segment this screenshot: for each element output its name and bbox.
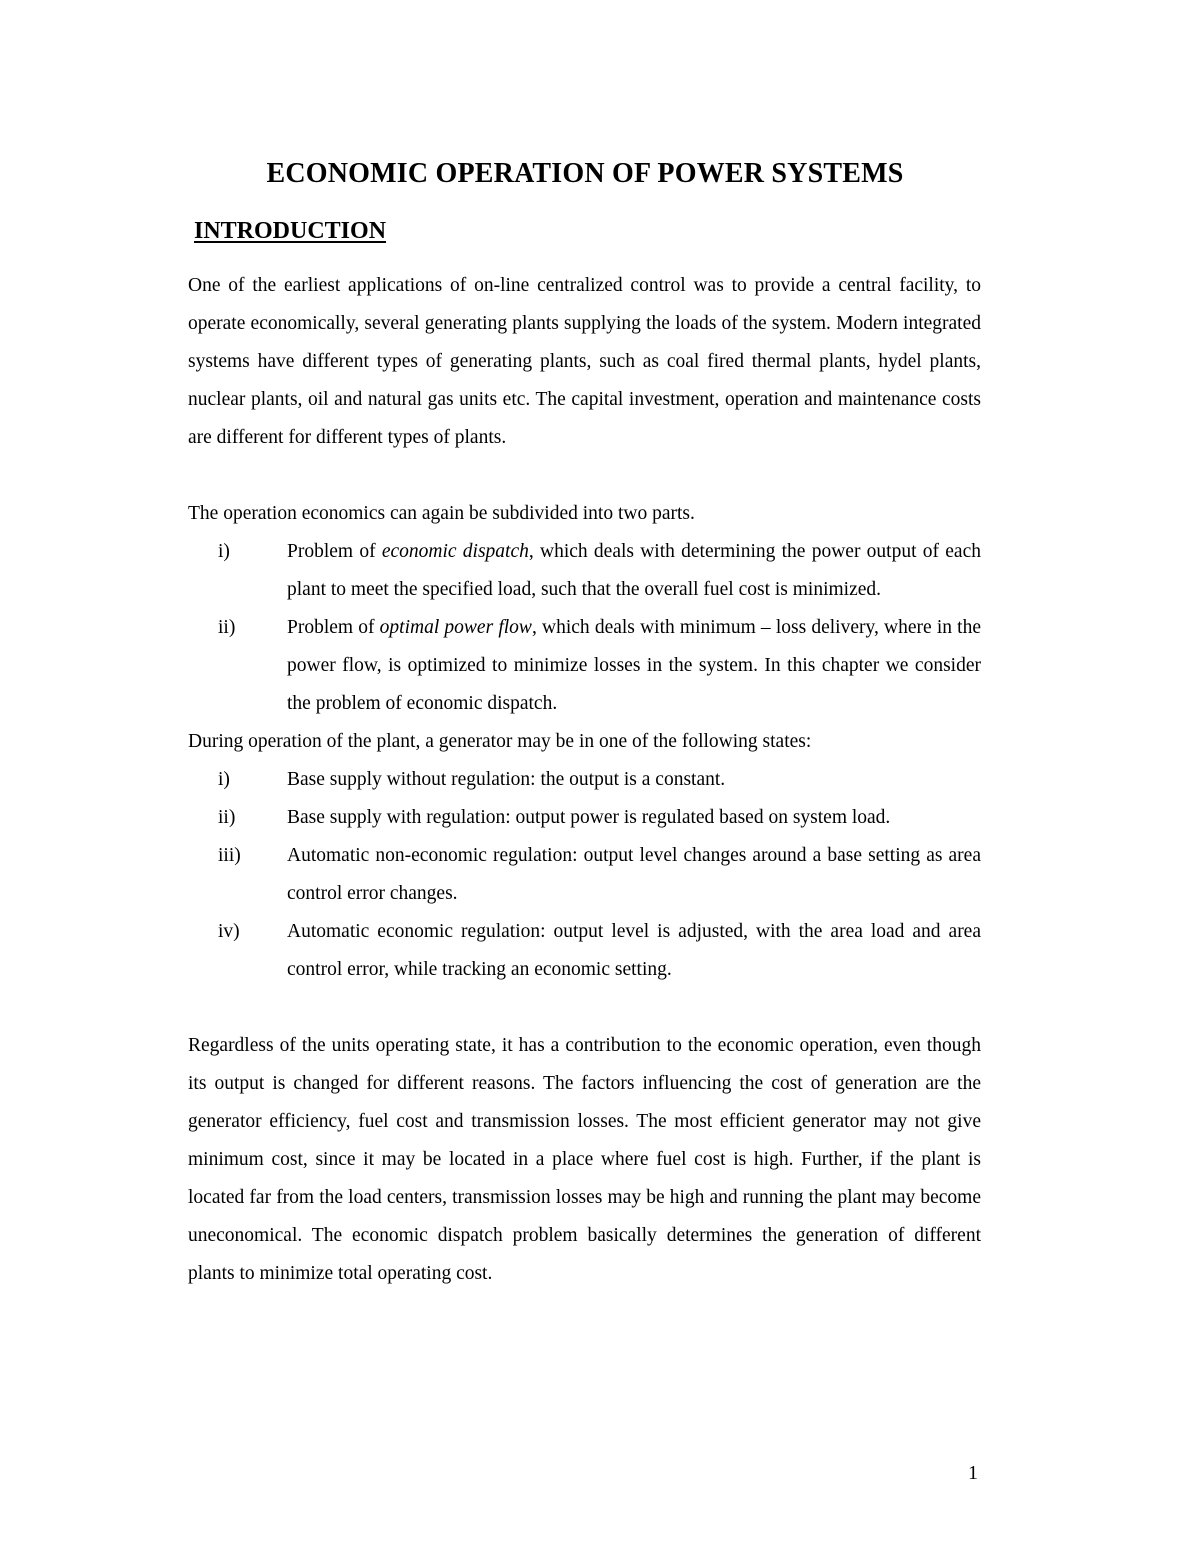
body-content — [188, 267, 981, 1293]
list-item-text: Automatic economic regulation: output level is adjusted, with the area load and area control error, while tracking an economic setting. — [287, 921, 981, 980]
list-item-prefix: Problem of — [287, 541, 382, 562]
paragraph-operation-economics: The operation economics can again be subdivided into two parts. — [188, 503, 695, 524]
paragraph-generator-states: During operation of the plant, a generator may be in one of the following states: — [188, 731, 812, 752]
list-item-text — [287, 609, 981, 723]
states-list — [188, 761, 981, 989]
list-item — [188, 837, 981, 913]
list-item — [188, 761, 981, 799]
list-marker: ii) — [218, 807, 236, 828]
list-item — [188, 533, 981, 609]
page-title-text: ECONOMIC OPERATION OF POWER SYSTEMS — [266, 158, 904, 189]
paragraph-intro: One of the earliest applications of on-line centralized control was to provide a central facility, to operate economically, several generating plants supplying the loads of the system. Modern integrated systems have different types of generating plants, such as coal fired thermal plants, hydel plants, nuclear plants, oil and natural gas units etc. The capital investment, operation and maintenance costs are different for different types of plants. — [188, 275, 981, 448]
list-item — [188, 913, 981, 989]
list-item-text: Base supply without regulation: the output is a constant. — [287, 769, 726, 790]
list-marker: iv) — [218, 921, 240, 942]
list-item-text — [287, 533, 981, 609]
list-item-prefix: Problem of — [287, 617, 380, 638]
paragraph-spacer — [188, 989, 981, 1027]
list-marker: ii) — [218, 617, 236, 638]
section-heading: INTRODUCTION — [194, 218, 387, 244]
list-marker: i) — [218, 541, 230, 562]
list-marker: i) — [218, 769, 230, 790]
list-item-text: Automatic non-economic regulation: output level changes around a base setting as area control error changes. — [287, 845, 981, 904]
page-number: 1 — [968, 1462, 978, 1484]
list-item-suffix: , which deals with determining the power output of each plant to meet the specified load, such that the overall fuel cost is minimized. — [287, 541, 981, 600]
paragraph-cost-factors: Regardless of the units operating state, it has a contribution to the economic operation, even though its output is changed for different reasons. The factors influencing the cost of generation are the generator efficiency, fuel cost and transmission losses. The most efficient generator may not give minimum cost, since it may be located in a place where fuel cost is high. Further, if the plant is located far from the load centers, transmission losses may be high and running the plant may become uneconomical. The economic dispatch problem basically determines the generation of different plants to minimize total operating cost. — [188, 1035, 981, 1284]
list-item — [188, 609, 981, 723]
list-marker: iii) — [218, 845, 241, 866]
list-item-text: Base supply with regulation: output power is regulated based on system load. — [287, 807, 891, 828]
list-item-suffix: , which deals with minimum – loss delivery, where in the power flow, is optimized to minimize losses in the system. In this chapter we consider the problem of economic dispatch. — [287, 617, 981, 714]
problem-list — [188, 533, 981, 723]
page-title — [0, 158, 1200, 190]
list-item-emphasis: economic dispatch — [381, 541, 529, 562]
list-item — [188, 799, 981, 837]
list-item-emphasis: optimal power flow — [379, 617, 532, 638]
paragraph-spacer — [188, 457, 981, 495]
